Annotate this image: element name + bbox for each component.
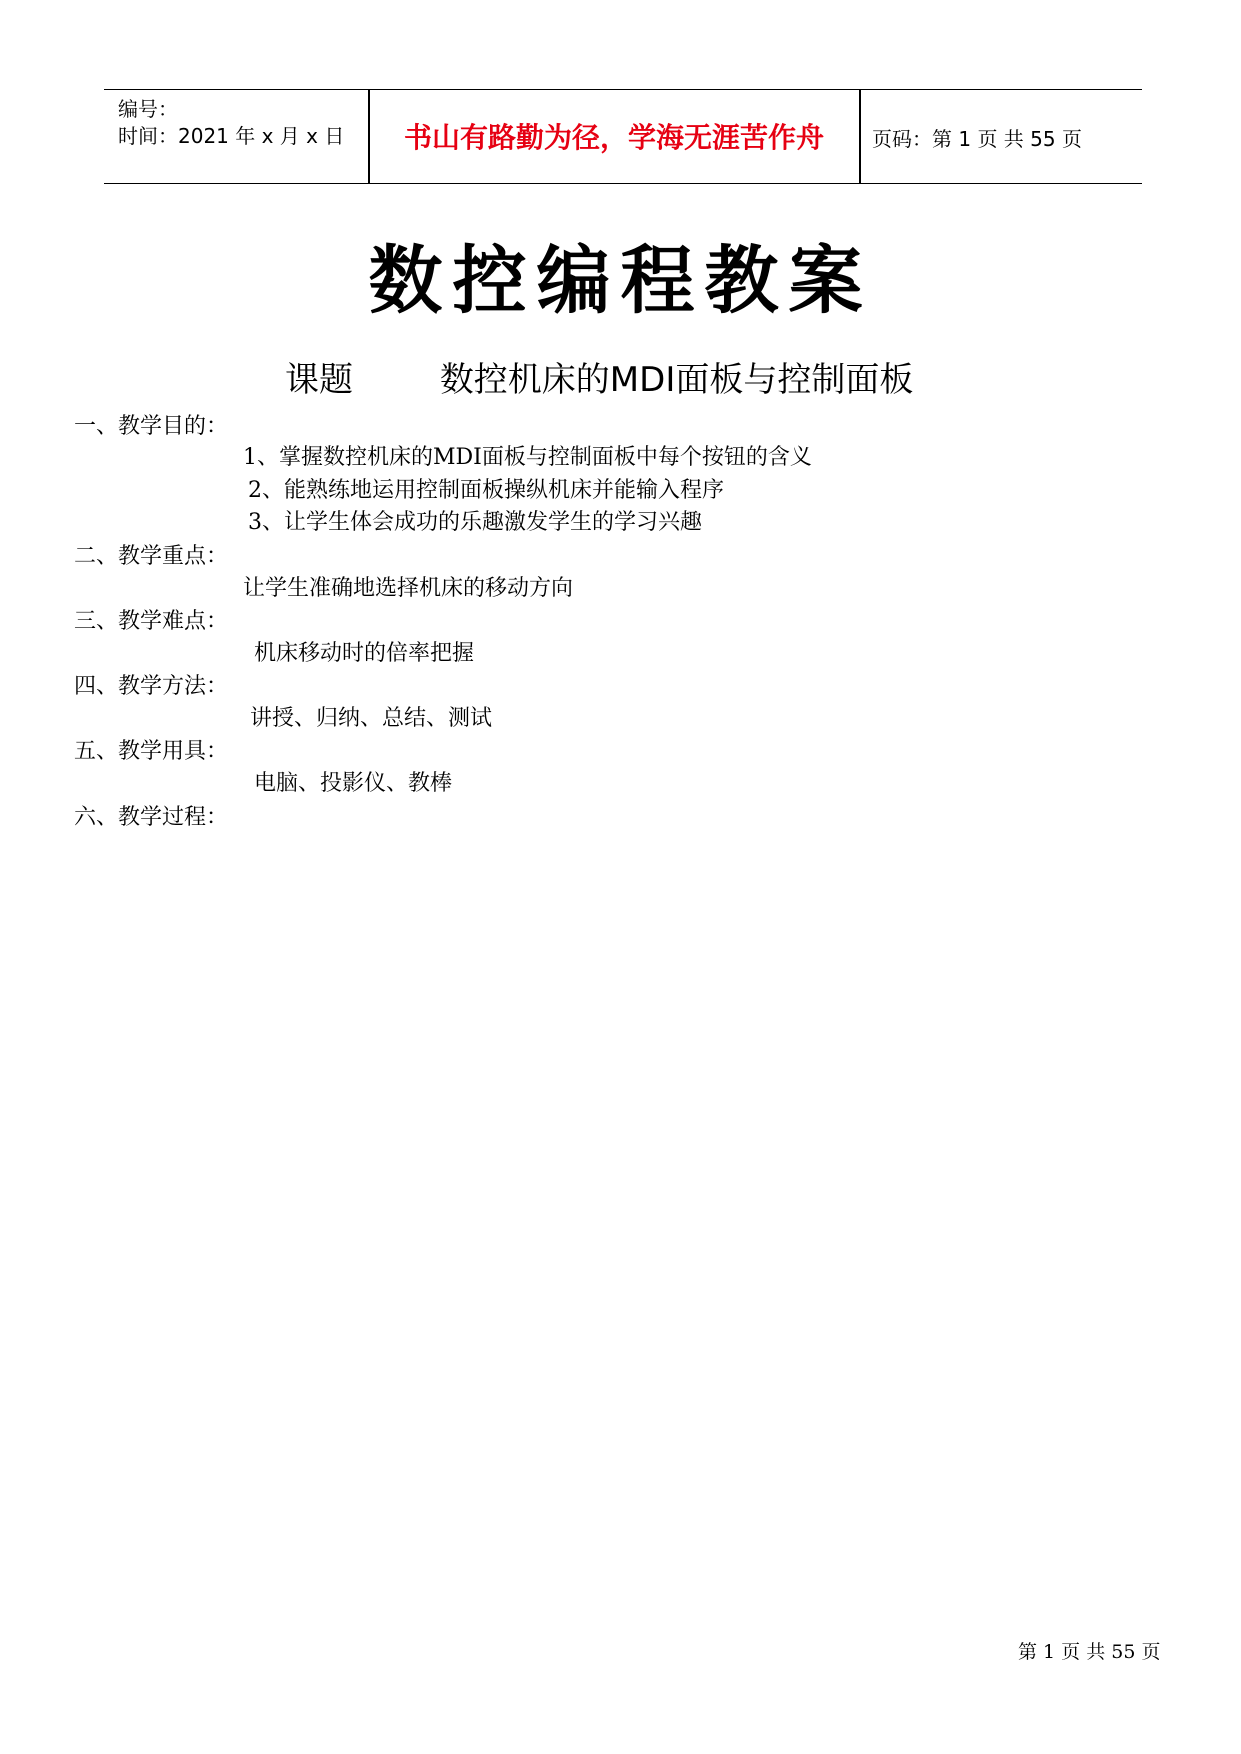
objective-item: 2、能熟练地运用控制面板操纵机床并能输入程序: [248, 478, 724, 503]
section-text: 电脑、投影仪、教棒: [254, 771, 453, 796]
subject-text: 数控机床的MDI面板与控制面板: [439, 360, 914, 400]
objective-item: 1、掌握数控机床的MDI面板与控制面板中每个按钮的含义: [243, 445, 812, 470]
section-text: 让学生准确地选择机床的移动方向: [243, 576, 574, 601]
subject-line: [285, 352, 913, 401]
section-heading: 一、教学目的：: [74, 414, 229, 439]
section-heading: 五、教学用具：: [74, 739, 229, 764]
document-title: 数控编程教案: [368, 238, 873, 324]
subject-label: 课题: [285, 360, 353, 400]
code-label: 编号：: [118, 97, 178, 121]
date-text: 时间：2021 年 x 月 x 日: [118, 124, 345, 148]
objective-item: 3、让学生体会成功的乐趣激发学生的学习兴趣: [248, 510, 702, 535]
header-page-number: 页码：第 1 页 共 55 页: [872, 127, 1082, 151]
section-text: 讲授、归纳、总结、测试: [250, 706, 493, 731]
header-table: [104, 89, 1142, 184]
footer-page-number: 第 1 页 共 55 页: [1018, 1641, 1161, 1663]
header-divider: [859, 90, 861, 183]
section-heading: 四、教学方法：: [74, 674, 229, 699]
section-heading: 二、教学重点：: [74, 544, 229, 569]
section-heading: 六、教学过程：: [74, 805, 229, 830]
motto: 书山有路勤为径，学海无涯苦作舟: [403, 121, 824, 154]
section-heading: 三、教学难点：: [74, 609, 229, 634]
section-text: 机床移动时的倍率把握: [254, 641, 475, 666]
